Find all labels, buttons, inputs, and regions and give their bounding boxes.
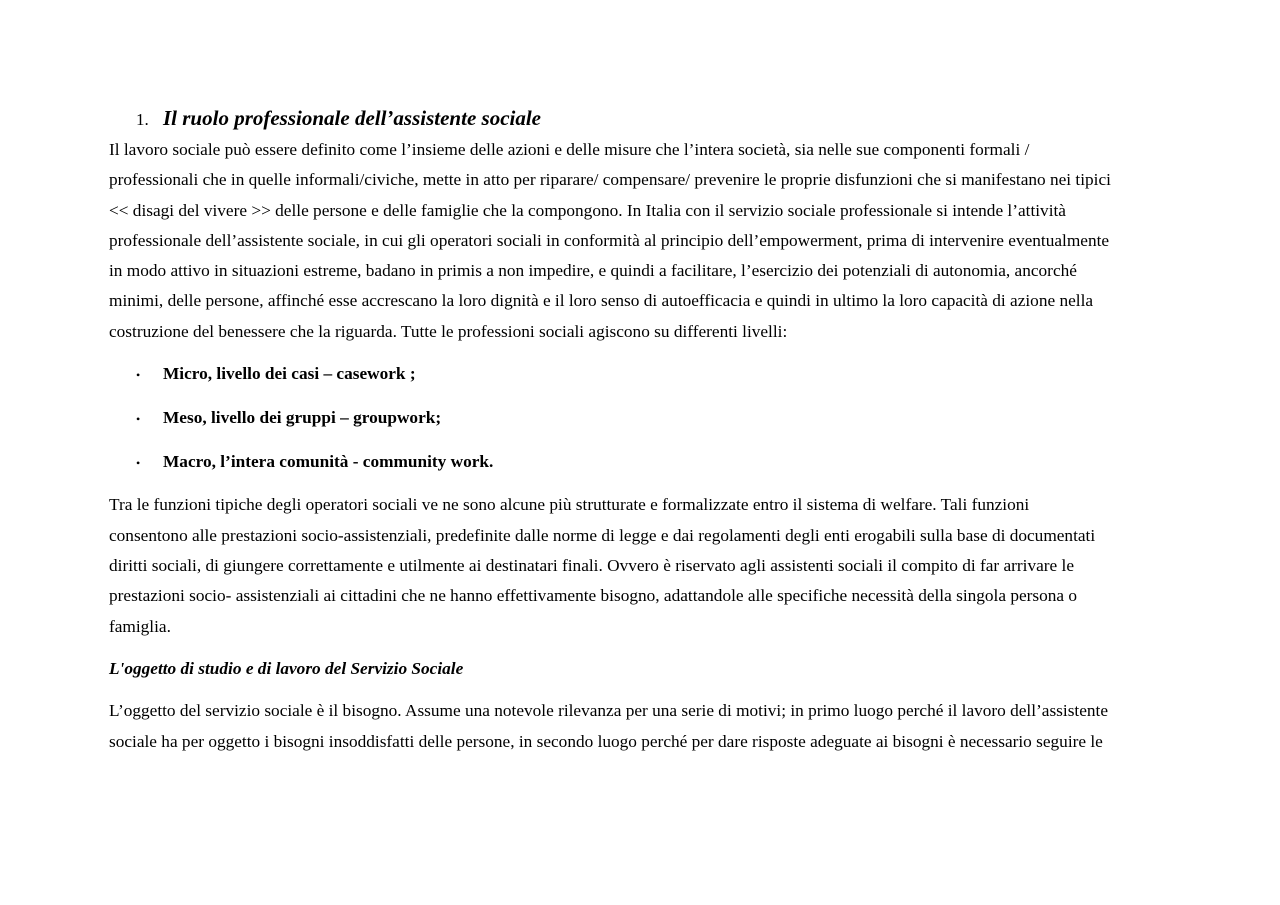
text-line: Il lavoro sociale può essere definito come l’insieme delle azioni e delle misure che l’intera società, sia nelle sue componenti formali / — [109, 140, 1030, 159]
text-line: diritti sociali, di giungere correttamente e utilmente ai destinatari finali. Ovvero è riservato agli assistenti sociali il compito di far arrivare le — [109, 556, 1075, 576]
text-line: sociale ha per oggetto i bisogni insoddisfatti delle persone, in secondo luogo perché per dare risposte adeguate ai bisogni è necessario seguire le — [109, 731, 1103, 751]
object-paragraph — [109, 696, 1174, 757]
list-item — [109, 359, 1174, 390]
intro-paragraph — [109, 135, 1174, 347]
functions-paragraph — [109, 490, 1174, 641]
text-line: costruzione del benessere che la riguarda. Tutte le professioni sociali agiscono su differenti livelli: — [109, 321, 788, 341]
list-item — [109, 403, 1174, 434]
text-line: minimi, delle persone, affinché esse accrescano la loro dignità e il loro senso di autoefficacia e quindi in ultimo la loro capacità di azione nella — [109, 291, 1094, 311]
text-line: prestazioni socio- assistenziali ai cittadini che ne hanno effettivamente bisogno, adattandole alle specifiche necessità della singola persona o — [109, 586, 1078, 606]
list-item-label: Micro, livello dei casi – casework ; — [163, 364, 416, 384]
text-line: L’oggetto del servizio sociale è il bisogno. Assume una notevole rilevanza per una serie di motivi; in primo luogo perché il lavoro dell’assistente — [109, 701, 1109, 721]
bullet-icon: • — [136, 411, 141, 426]
list-item — [109, 447, 1174, 478]
section-heading — [109, 106, 1174, 131]
text-line: << disagi del vivere >> delle persone e delle famiglie che la compongono. In Italia con il servizio sociale professionale si intende l’attività — [109, 200, 1066, 220]
text-line: in modo attivo in situazioni estreme, badano in primis a non impedire, e quindi a facilitare, l’esercizio dei potenziali di autonomia, ancorché — [109, 261, 1077, 281]
text-line: professionale dell’assistente sociale, in cui gli operatori sociali in conformità al principio dell’empowerment, prima di intervenire eventualmente — [109, 230, 1110, 250]
text-line: professionali che in quelle informali/civiche, mette in atto per riparare/ compensare/ prevenire le proprie disfunzioni che si manifestano nei tipici — [109, 170, 1111, 190]
bullet-icon: • — [136, 368, 141, 383]
list-item-label: Macro, l’intera comunità - community work. — [163, 451, 494, 471]
document-page — [109, 106, 1174, 757]
section-number: 1. — [136, 110, 149, 129]
text-line: famiglia. — [109, 616, 171, 636]
text-line: consentono alle prestazioni socio-assistenziali, predefinite dalle norme di legge e dai regolamenti degli enti erogabili sulla base di documentati — [109, 525, 1096, 545]
text-line: Tra le funzioni tipiche degli operatori sociali ve ne sono alcune più strutturate e formalizzate entro il sistema di welfare. Tali funzioni — [109, 495, 1030, 515]
bullet-icon: • — [136, 455, 141, 470]
subheading: L'oggetto di studio e di lavoro del Servizio Sociale — [109, 658, 464, 678]
list-item-label: Meso, livello dei gruppi – groupwork; — [163, 407, 442, 427]
levels-list — [109, 359, 1174, 478]
section-title: Il ruolo professionale dell’assistente sociale — [163, 106, 541, 130]
